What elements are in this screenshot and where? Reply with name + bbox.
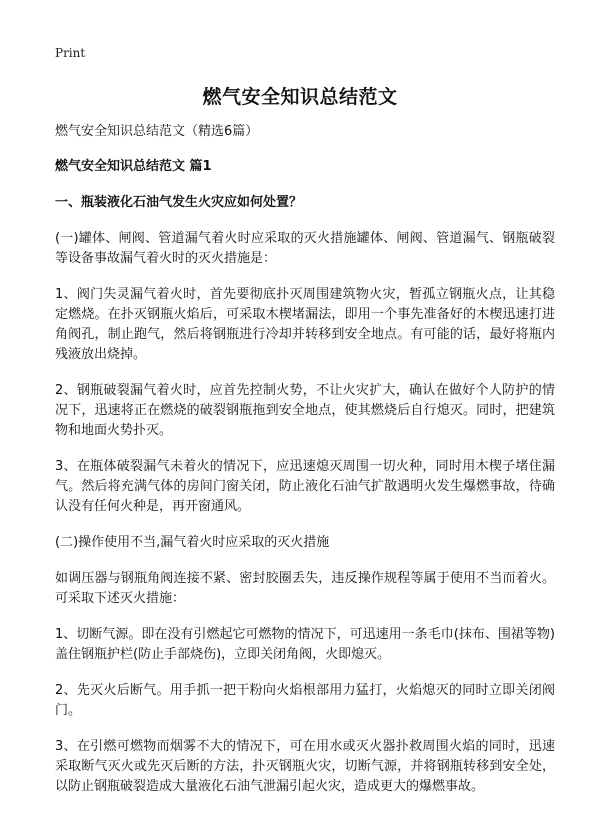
paragraph: 2、钢瓶破裂漏气着火时，应首先控制火势，不让火灾扩大，确认在做好个人防护的情况下，迅速将正在燃烧的破裂钢瓶拖到安全地点，使其燃烧后自行熄灭。同时，把建筑物和地面火势扑灭。 xyxy=(55,383,555,438)
paragraph: 1、切断气源。即在没有引燃起它可燃物的情况下，可迅速用一条毛巾(抹布、围裙等物)盖住钢瓶护栏(防止手部烧伤)，立即关闭角阀，火即熄灭。 xyxy=(55,627,555,662)
print-link[interactable]: Print xyxy=(55,46,86,60)
part-heading: 燃气安全知识总结范文 篇1 xyxy=(55,159,212,174)
paragraph: 如调压器与钢瓶角阀连接不紧、密封胶圈丢失，违反操作规程等属于使用不当而着火。可采取下述灭火措施： xyxy=(55,571,555,606)
paragraph: 3、在引燃可燃物而烟雾不大的情况下，可在用水或灭火器扑救周围火焰的同时，迅速采取断气灭火或先灭后断的方法，扑灭钢瓶火灾，切断气源，并将钢瓶转移到安全处，以防止钢瓶破裂造成大量液化石油气泄漏引起火灾，造成更大的爆燃事故。 xyxy=(55,739,555,794)
paragraph: (一)罐体、闸阀、管道漏气着火时应采取的灭火措施罐体、闸阀、管道漏气、钢瓶破裂等设备事故漏气着火时的灭火措施是： xyxy=(55,231,555,266)
document-body xyxy=(55,122,555,813)
section-heading: 一、瓶装液化石油气发生火灾应如何处置？ xyxy=(55,195,303,210)
paragraph: 1、阀门失灵漏气着火时，首先要彻底扑灭周围建筑物火灾，暂孤立钢瓶火点，让其稳定燃烧。在扑灭钢瓶火焰后，可采取木楔堵漏法，即用一个事先准备好的木楔迅速打进角阀孔，制止跑气，然后将钢瓶进行冷却并转移到安全地点。有可能的话，最好将瓶内残液放出烧掉。 xyxy=(55,287,555,362)
document-subtitle: 燃气安全知识总结范文（精选6篇） xyxy=(55,124,259,139)
paragraph: 3、在瓶体破裂漏气未着火的情况下，应迅速熄灭周围一切火种，同时用木楔子堵住漏气。然后将充满气体的房间门窗关闭，防止液化石油气扩散遇明火发生爆燃事故，待确认没有任何火种是，再开窗通风。 xyxy=(55,459,555,514)
page-title: 燃气安全知识总结范文 xyxy=(202,86,398,108)
paragraph: 2、先灭火后断气。用手抓一把干粉向火焰根部用力猛打，火焰熄灭的同时立即关闭阀门。 xyxy=(55,683,555,718)
paragraph: (二)操作使用不当,漏气着火时应采取的灭火措施 xyxy=(55,535,330,550)
